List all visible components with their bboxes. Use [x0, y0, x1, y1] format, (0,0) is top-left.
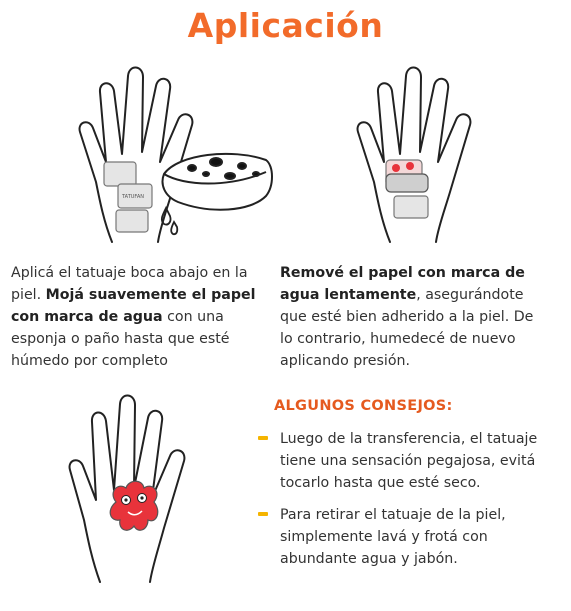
tip-text: Luego de la transferencia, el tatuaje tiene una sensación pegajosa, evitá tocarlo hasta que esté seco.: [280, 431, 538, 491]
step-2-text-bold: Remové el papel con marca de agua lentamente: [280, 265, 525, 303]
water-drop-icon: [162, 208, 177, 234]
tip-bullet-icon: [258, 512, 268, 516]
hand-remove-paper-illustration: [326, 62, 496, 252]
tip-bullet-icon: [258, 436, 268, 440]
tattoo-sticker-icon: [104, 162, 152, 232]
tips-heading: ALGUNOS CONSEJOS:: [274, 398, 453, 414]
page-title: Aplicación: [187, 6, 384, 45]
monster-tattoo-icon: [110, 481, 158, 530]
tip-text: Para retirar el tatuaje de la piel, simplemente lavá y frotá con abundante agua y jabón.: [280, 507, 506, 567]
hand-finished-tattoo-illustration: [62, 392, 212, 588]
step-2-text: [280, 262, 545, 372]
step-1-text-a: Aplicá el tatuaje boca abajo en la piel.: [11, 265, 248, 303]
step-1-text-bold: Mojá suavemente el papel con marca de agua: [11, 287, 256, 325]
tattoo-sticker-icon: [386, 160, 428, 218]
tattoo-brand-label: TATUFAN: [122, 194, 144, 200]
sponge-illustration: [163, 154, 272, 210]
step-1-text-b: con una esponja o paño hasta que esté húmedo por completo: [11, 309, 230, 369]
step-2-text-b: , asegurándote que esté bien adherido a la piel. De lo contrario, humedecé de nuevo aplicando presión.: [280, 287, 534, 369]
step-1-text: [11, 262, 261, 372]
hand-sponge-illustration: [60, 62, 280, 252]
